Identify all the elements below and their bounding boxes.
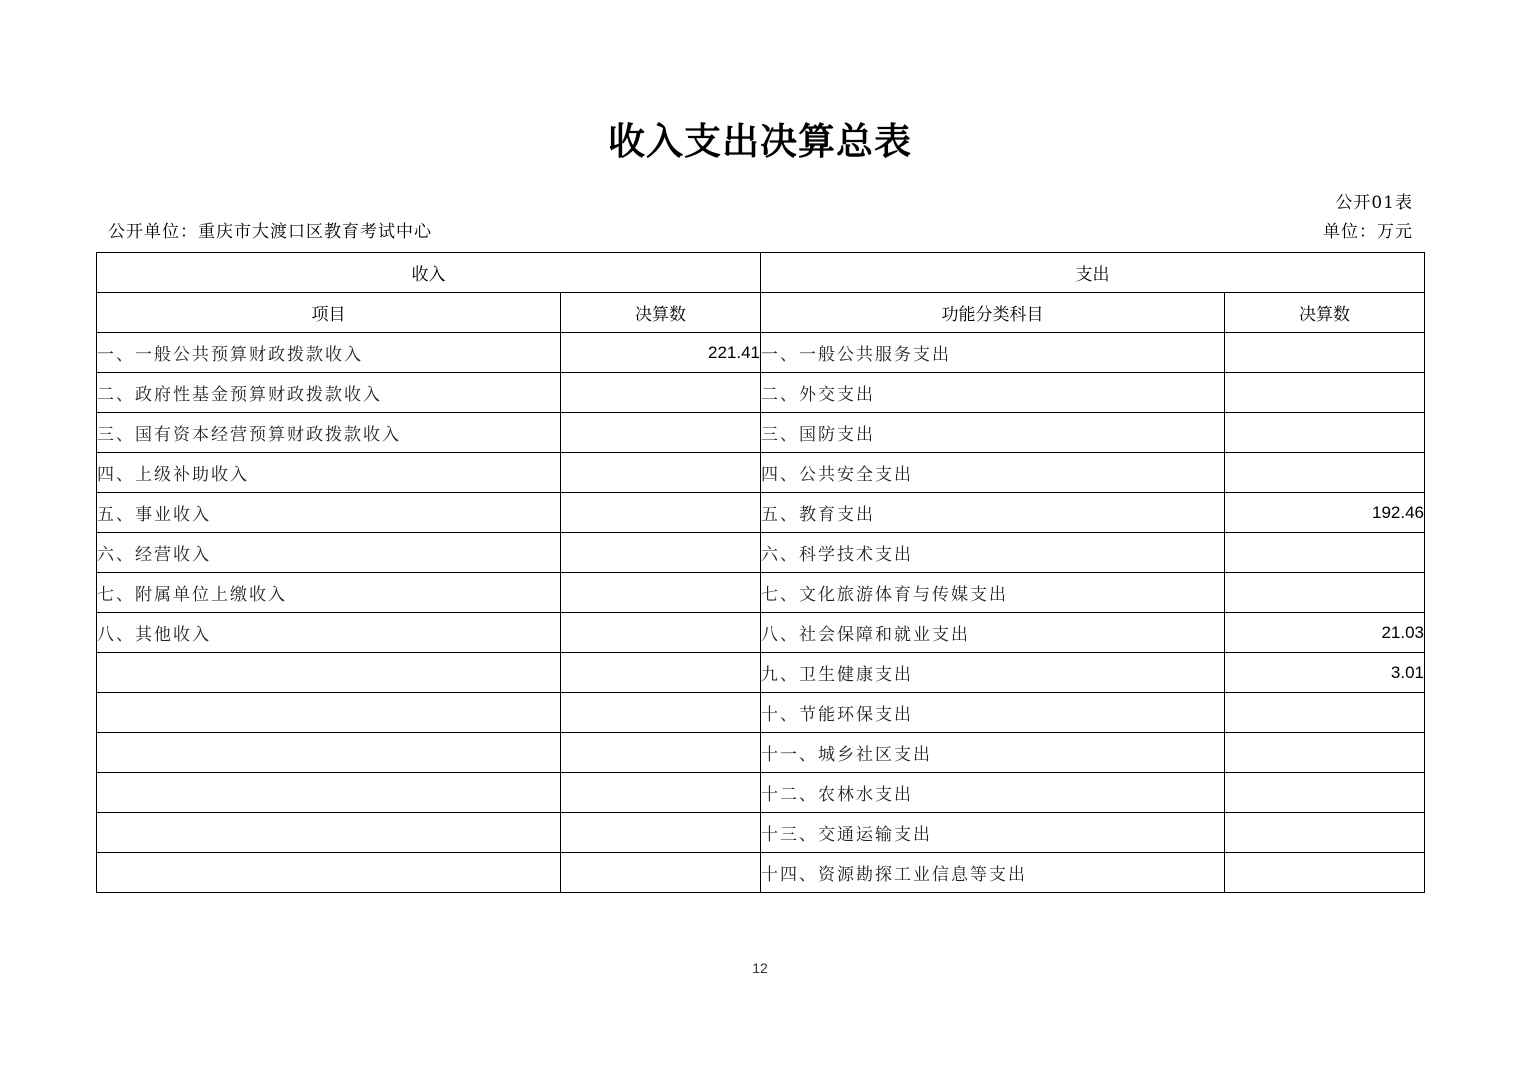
income-amount-cell [561, 733, 761, 773]
income-amount-cell [561, 573, 761, 613]
expenditure-item-cell: 二、外交支出 [761, 373, 1225, 413]
income-item-cell: 七、附属单位上缴收入 [97, 573, 561, 613]
expenditure-amount-cell [1225, 853, 1425, 893]
income-amount-cell [561, 693, 761, 733]
expenditure-amount-column-header: 决算数 [1225, 293, 1425, 333]
expenditure-amount-cell [1225, 533, 1425, 573]
income-item-cell [97, 853, 561, 893]
expenditure-amount-cell [1225, 813, 1425, 853]
expenditure-amount-cell [1225, 733, 1425, 773]
expenditure-amount-cell: 21.03 [1225, 613, 1425, 653]
income-amount-cell [561, 373, 761, 413]
expenditure-item-cell: 三、国防支出 [761, 413, 1225, 453]
income-amount-cell [561, 813, 761, 853]
expenditure-item-cell: 四、公共安全支出 [761, 453, 1225, 493]
expenditure-amount-cell [1225, 693, 1425, 733]
form-number: 公开01表 [1335, 193, 1413, 213]
expenditure-section-header: 支出 [761, 253, 1425, 293]
expenditure-item-cell: 五、教育支出 [761, 493, 1225, 533]
income-amount-cell [561, 453, 761, 493]
expenditure-amount-cell [1225, 373, 1425, 413]
page-title: 收入支出决算总表 [608, 120, 912, 163]
expenditure-amount-cell [1225, 453, 1425, 493]
expenditure-item-cell: 九、卫生健康支出 [761, 653, 1225, 693]
table-row [97, 653, 1425, 693]
income-item-cell: 四、上级补助收入 [97, 453, 561, 493]
income-expenditure-table [96, 252, 1425, 893]
expenditure-item-cell: 一、一般公共服务支出 [761, 333, 1225, 373]
table-row [97, 493, 1425, 533]
expenditure-item-cell: 十、节能环保支出 [761, 693, 1225, 733]
expenditure-item-cell: 八、社会保障和就业支出 [761, 613, 1225, 653]
income-item-cell [97, 733, 561, 773]
table-row [97, 813, 1425, 853]
income-item-cell [97, 813, 561, 853]
income-item-cell: 五、事业收入 [97, 493, 561, 533]
table-row [97, 333, 1425, 373]
reporting-unit: 公开单位：重庆市大渡口区教育考试中心 [108, 222, 432, 242]
table-row [97, 573, 1425, 613]
money-unit: 单位：万元 [1323, 222, 1413, 242]
expenditure-item-column-header: 功能分类科目 [761, 293, 1225, 333]
expenditure-amount-cell: 3.01 [1225, 653, 1425, 693]
income-amount-cell [561, 613, 761, 653]
table-row [97, 693, 1425, 733]
income-item-cell [97, 653, 561, 693]
expenditure-item-cell: 十二、农林水支出 [761, 773, 1225, 813]
income-item-cell: 一、一般公共预算财政拨款收入 [97, 333, 561, 373]
expenditure-item-cell: 十一、城乡社区支出 [761, 733, 1225, 773]
income-item-cell: 三、国有资本经营预算财政拨款收入 [97, 413, 561, 453]
table-row [97, 733, 1425, 773]
income-amount-cell [561, 413, 761, 453]
income-item-column-header: 项目 [97, 293, 561, 333]
expenditure-amount-cell [1225, 333, 1425, 373]
table-row [97, 453, 1425, 493]
table-column-header-row [97, 293, 1425, 333]
income-item-cell [97, 773, 561, 813]
income-amount-cell [561, 653, 761, 693]
income-amount-cell: 221.41 [561, 333, 761, 373]
income-amount-cell [561, 773, 761, 813]
expenditure-item-cell: 十三、交通运输支出 [761, 813, 1225, 853]
expenditure-amount-cell [1225, 573, 1425, 613]
page-number: 12 [752, 960, 768, 976]
income-amount-column-header: 决算数 [561, 293, 761, 333]
table-row [97, 853, 1425, 893]
expenditure-item-cell: 七、文化旅游体育与传媒支出 [761, 573, 1225, 613]
income-item-cell: 八、其他收入 [97, 613, 561, 653]
income-item-cell [97, 693, 561, 733]
table-row [97, 533, 1425, 573]
expenditure-item-cell: 六、科学技术支出 [761, 533, 1225, 573]
income-amount-cell [561, 493, 761, 533]
table-row [97, 373, 1425, 413]
expenditure-item-cell: 十四、资源勘探工业信息等支出 [761, 853, 1225, 893]
expenditure-amount-cell [1225, 773, 1425, 813]
expenditure-amount-cell [1225, 413, 1425, 453]
expenditure-amount-cell: 192.46 [1225, 493, 1425, 533]
income-item-cell: 二、政府性基金预算财政拨款收入 [97, 373, 561, 413]
table-row [97, 773, 1425, 813]
income-amount-cell [561, 533, 761, 573]
table-row [97, 413, 1425, 453]
income-section-header: 收入 [97, 253, 761, 293]
table-section-header-row [97, 253, 1425, 293]
income-item-cell: 六、经营收入 [97, 533, 561, 573]
table-row [97, 613, 1425, 653]
income-amount-cell [561, 853, 761, 893]
